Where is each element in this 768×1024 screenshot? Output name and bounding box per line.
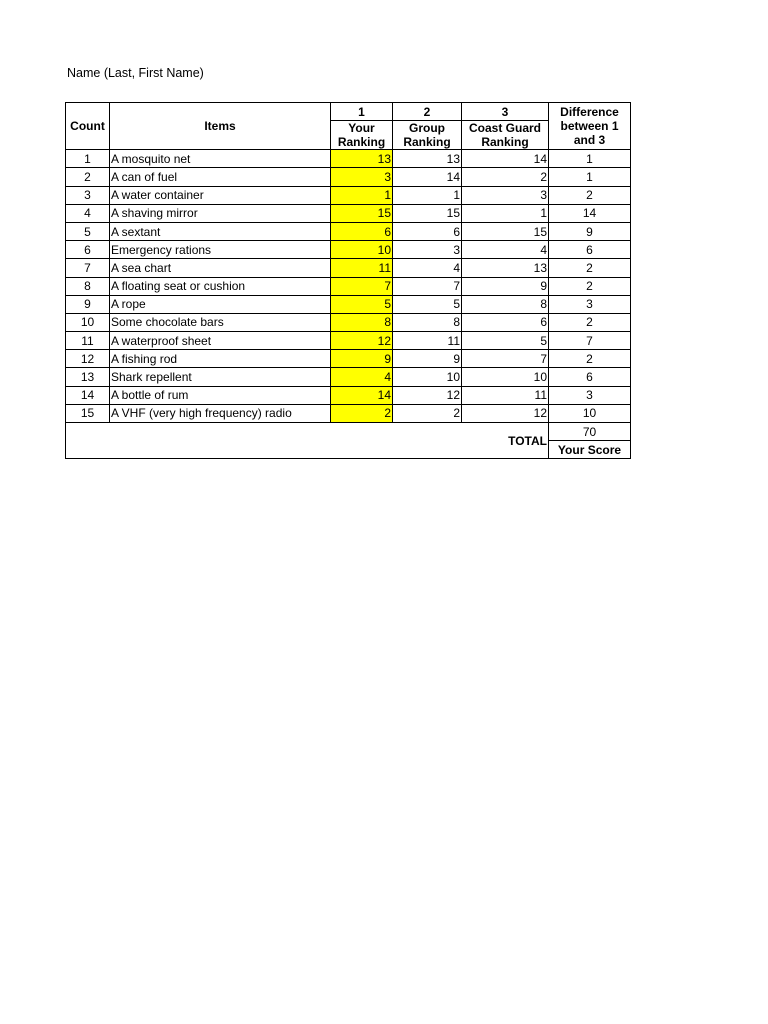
name-label: Name (Last, First Name): [67, 66, 204, 80]
coast-guard-ranking-cell: 15: [462, 222, 549, 240]
difference-cell: 2: [549, 259, 631, 277]
difference-cell: 7: [549, 332, 631, 350]
count-cell: 9: [66, 295, 110, 313]
coast-guard-ranking-cell: 2: [462, 168, 549, 186]
difference-cell: 10: [549, 404, 631, 422]
group-ranking-cell: 6: [393, 222, 462, 240]
item-cell: A bottle of rum: [110, 386, 331, 404]
table-row: [66, 350, 631, 368]
item-cell: A VHF (very high frequency) radio: [110, 404, 331, 422]
item-cell: Shark repellent: [110, 368, 331, 386]
table-row: [66, 313, 631, 331]
group-ranking-cell: 2: [393, 404, 462, 422]
group-ranking-cell: 5: [393, 295, 462, 313]
count-cell: 14: [66, 386, 110, 404]
coast-guard-ranking-cell: 1: [462, 204, 549, 222]
count-cell: 10: [66, 313, 110, 331]
table-row: [66, 368, 631, 386]
coast-guard-ranking-cell: 11: [462, 386, 549, 404]
coast-guard-ranking-cell: 7: [462, 350, 549, 368]
coast-guard-ranking-cell: 4: [462, 241, 549, 259]
coast-guard-ranking-cell: 13: [462, 259, 549, 277]
coast-guard-ranking-cell: 6: [462, 313, 549, 331]
your-ranking-input[interactable]: 9: [331, 350, 393, 368]
count-cell: 6: [66, 241, 110, 259]
difference-cell: 9: [549, 222, 631, 240]
group-ranking-cell: 15: [393, 204, 462, 222]
your-ranking-input[interactable]: 11: [331, 259, 393, 277]
your-ranking-input[interactable]: 6: [331, 222, 393, 240]
item-cell: A waterproof sheet: [110, 332, 331, 350]
coast-guard-ranking-cell: 3: [462, 186, 549, 204]
group-ranking-cell: 11: [393, 332, 462, 350]
group-ranking-cell: 3: [393, 241, 462, 259]
coast-guard-ranking-cell: 14: [462, 150, 549, 168]
group-ranking-cell: 10: [393, 368, 462, 386]
difference-cell: 6: [549, 241, 631, 259]
group-ranking-cell: 13: [393, 150, 462, 168]
col-number-2: 2: [393, 103, 462, 121]
count-cell: 8: [66, 277, 110, 295]
table-row: [66, 404, 631, 422]
group-ranking-cell: 4: [393, 259, 462, 277]
group-ranking-cell: 12: [393, 386, 462, 404]
count-cell: 13: [66, 368, 110, 386]
table-row: [66, 259, 631, 277]
your-score-label: Your Score: [549, 441, 631, 459]
table-row: [66, 150, 631, 168]
coast-guard-ranking-cell: 5: [462, 332, 549, 350]
your-ranking-input[interactable]: 8: [331, 313, 393, 331]
difference-cell: 2: [549, 313, 631, 331]
your-ranking-input[interactable]: 2: [331, 404, 393, 422]
item-cell: Emergency rations: [110, 241, 331, 259]
group-ranking-header: Group Ranking: [393, 121, 462, 150]
your-ranking-input[interactable]: 15: [331, 204, 393, 222]
difference-cell: 2: [549, 186, 631, 204]
your-ranking-input[interactable]: 10: [331, 241, 393, 259]
your-ranking-input[interactable]: 14: [331, 386, 393, 404]
difference-header: Difference between 1 and 3: [549, 103, 631, 150]
total-value: 70: [549, 423, 631, 441]
your-ranking-input[interactable]: 12: [331, 332, 393, 350]
group-ranking-cell: 9: [393, 350, 462, 368]
item-cell: A mosquito net: [110, 150, 331, 168]
count-cell: 12: [66, 350, 110, 368]
coast-guard-ranking-cell: 8: [462, 295, 549, 313]
your-ranking-input[interactable]: 1: [331, 186, 393, 204]
difference-cell: 3: [549, 295, 631, 313]
count-cell: 15: [66, 404, 110, 422]
count-cell: 1: [66, 150, 110, 168]
count-cell: 11: [66, 332, 110, 350]
group-ranking-cell: 14: [393, 168, 462, 186]
item-cell: A sea chart: [110, 259, 331, 277]
count-header: Count: [66, 103, 110, 150]
count-cell: 7: [66, 259, 110, 277]
header-number-row: [66, 103, 631, 121]
table-row: [66, 204, 631, 222]
count-cell: 5: [66, 222, 110, 240]
difference-cell: 1: [549, 168, 631, 186]
your-ranking-input[interactable]: 3: [331, 168, 393, 186]
your-ranking-header: Your Ranking: [331, 121, 393, 150]
table-row: [66, 222, 631, 240]
coast-guard-ranking-cell: 9: [462, 277, 549, 295]
difference-cell: 2: [549, 277, 631, 295]
coast-guard-ranking-header: Coast Guard Ranking: [462, 121, 549, 150]
total-label: TOTAL: [66, 423, 549, 459]
difference-cell: 6: [549, 368, 631, 386]
count-cell: 4: [66, 204, 110, 222]
item-cell: A rope: [110, 295, 331, 313]
item-cell: A water container: [110, 186, 331, 204]
ranking-table: [65, 102, 631, 459]
item-cell: A floating seat or cushion: [110, 277, 331, 295]
table-row: [66, 295, 631, 313]
your-ranking-input[interactable]: 7: [331, 277, 393, 295]
table-row: [66, 332, 631, 350]
your-ranking-input[interactable]: 5: [331, 295, 393, 313]
your-ranking-input[interactable]: 4: [331, 368, 393, 386]
group-ranking-cell: 7: [393, 277, 462, 295]
count-cell: 2: [66, 168, 110, 186]
difference-cell: 2: [549, 350, 631, 368]
total-row: [66, 423, 631, 441]
group-ranking-cell: 8: [393, 313, 462, 331]
difference-cell: 1: [549, 150, 631, 168]
table-row: [66, 168, 631, 186]
your-ranking-input[interactable]: 13: [331, 150, 393, 168]
items-header: Items: [110, 103, 331, 150]
group-ranking-cell: 1: [393, 186, 462, 204]
coast-guard-ranking-cell: 12: [462, 404, 549, 422]
difference-cell: 14: [549, 204, 631, 222]
col-number-3: 3: [462, 103, 549, 121]
table-row: [66, 186, 631, 204]
item-cell: A shaving mirror: [110, 204, 331, 222]
coast-guard-ranking-cell: 10: [462, 368, 549, 386]
item-cell: A sextant: [110, 222, 331, 240]
item-cell: A fishing rod: [110, 350, 331, 368]
col-number-1: 1: [331, 103, 393, 121]
item-cell: Some chocolate bars: [110, 313, 331, 331]
table-row: [66, 277, 631, 295]
difference-cell: 3: [549, 386, 631, 404]
table-row: [66, 241, 631, 259]
item-cell: A can of fuel: [110, 168, 331, 186]
table-row: [66, 386, 631, 404]
count-cell: 3: [66, 186, 110, 204]
